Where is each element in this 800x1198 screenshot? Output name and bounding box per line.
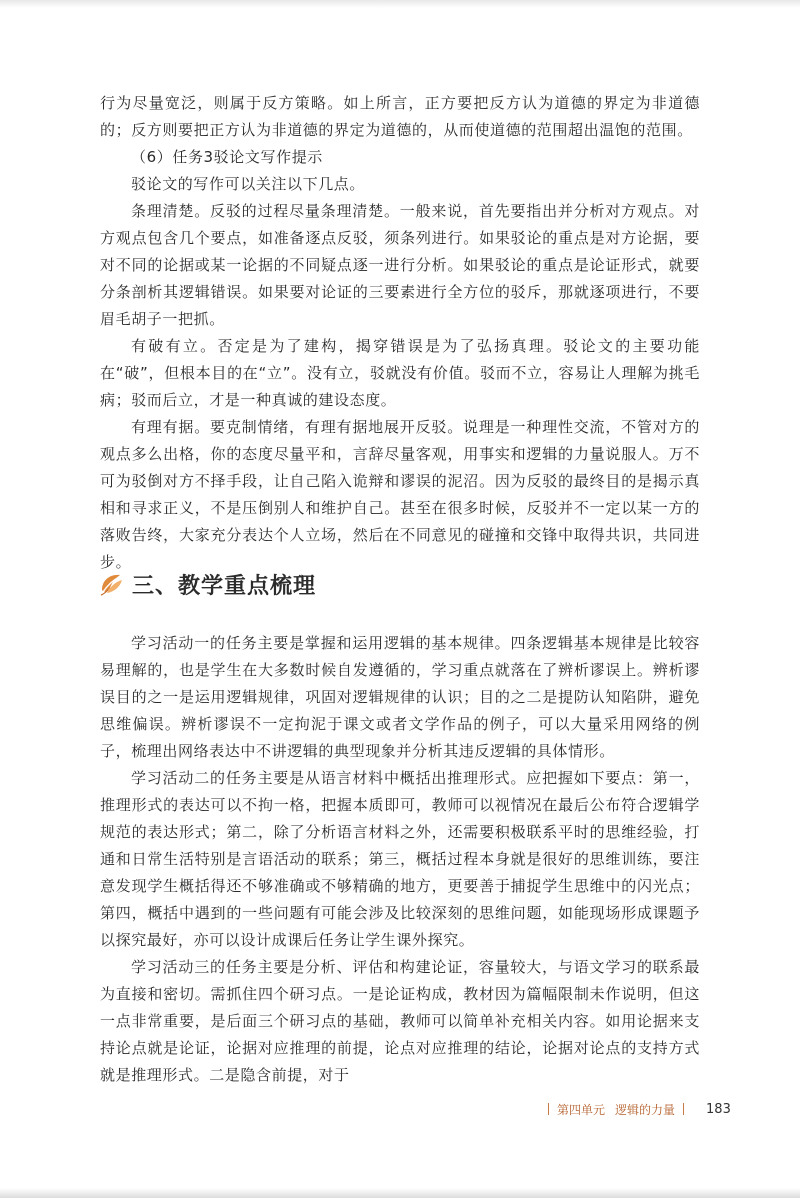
page-top-shadow (0, 0, 800, 8)
section-heading-text: 三、教学重点梳理 (132, 573, 317, 599)
paragraph-continued: 行为尽量宽泛，则属于反方策略。如上所言，正方要把反方认为道德的界定为非道德的；反方则要把正方认为非道德的界定为道德的，从而使道德的范围超出温饱的范围。 (100, 94, 700, 139)
page-number: 183 (706, 1101, 731, 1117)
paragraph: 条理清楚。反驳的过程尽量条理清楚。一般来说，首先要指出并分析对方观点。对方观点包含几个要点，如准备逐点反驳，须条列进行。如果驳论的重点是对方论据，要对不同的论据或某一论据的不同疑点逐一进行分析。如果驳论的重点是论证形式，就要分条剖析其逻辑错误。如果要对论证的三要素进行全方位的驳斥，那就逐项进行，不要眉毛胡子一把抓。 (100, 202, 700, 328)
paragraph: 学习活动一的任务主要是掌握和运用逻辑的基本规律。四条逻辑基本规律是比较容易理解的，也是学生在大多数时候自发遵循的，学习重点就落在了辨析谬误上。辨析谬误目的之一是运用逻辑规律，巩固对逻辑规律的认识；目的之二是提防认知陷阱，避免思维偏误。辨析谬误不一定拘泥于课文或者文学作品的例子，可以大量采用网络的例子，梳理出网络表达中不讲逻辑的典型现象并分析其违反逻辑的具体情形。 (100, 634, 700, 760)
subsection-title: （6）任务3驳论文写作提示 (131, 148, 323, 166)
paragraph: 驳论文的写作可以关注以下几点。 (131, 175, 366, 193)
section-teaching-focus (100, 630, 700, 1089)
footer-unit: 第四单元 (557, 1102, 606, 1117)
paragraph: 有破有立。否定是为了建构，揭穿错误是为了弘扬真理。驳论文的主要功能在“破”，但根本目的在“立”。没有立，驳就没有价值。驳而不立，容易让人理解为挑毛病；驳而后立，才是一种真诚的建设态度。 (100, 337, 700, 409)
section-heading (98, 566, 316, 602)
section-task3-writing-tips (100, 90, 700, 576)
paragraph: 学习活动三的任务主要是分析、评估和构建论证，容量较大，与语文学习的联系最为直接和密切。需抓住四个研习点。一是论证构成，教材因为篇幅限制未作说明，但这一点非常重要，是后面三个研习点的基础，教师可以简单补充相关内容。如用论据来支持论点就是论证，论据对应推理的前提，论点对应推理的结论，论据对论点的支持方式就是推理形式。二是隐含前提，对于 (100, 958, 700, 1084)
leaf-swirl-icon (98, 570, 126, 598)
page-footer (540, 1098, 731, 1120)
footer-unit-title: 逻辑的力量 (615, 1102, 676, 1117)
footer-divider (548, 1103, 549, 1115)
paragraph: 有理有据。要克制情绪，有理有据地展开反驳。说理是一种理性交流，不管对方的观点多么出格，你的态度尽量平和，言辞尽量客观，用事实和逻辑的力量说服人。万不可为驳倒对方不择手段，让自己陷入诡辩和谬误的泥沼。因为反驳的最终目的是揭示真相和寻求正义，不是压倒别人和维护自己。甚至在很多时候，反驳并不一定以某一方的落败告终，大家充分表达个人立场，然后在不同意见的碰撞和交锋中取得共识，共同进步。 (100, 418, 700, 571)
paragraph: 学习活动二的任务主要是从语言材料中概括出推理形式。应把握如下要点：第一，推理形式的表达可以不拘一格，把握本质即可，教师可以视情况在最后公布符合逻辑学规范的表达形式；第二，除了分析语言材料之外，还需要积极联系平时的思维经验，打通和日常生活特别是言语活动的联系；第三，概括过程本身就是很好的思维训练，要注意发现学生概括得还不够准确或不够精确的地方，更要善于捕捉学生思维中的闪光点；第四，概括中遇到的一些问题有可能会涉及比较深刻的思维问题，如能现场形成课题予以探究最好，亦可以设计成课后任务让学生课外探究。 (100, 769, 700, 949)
footer-divider (683, 1103, 684, 1115)
page-bottom-shadow (0, 1188, 800, 1198)
